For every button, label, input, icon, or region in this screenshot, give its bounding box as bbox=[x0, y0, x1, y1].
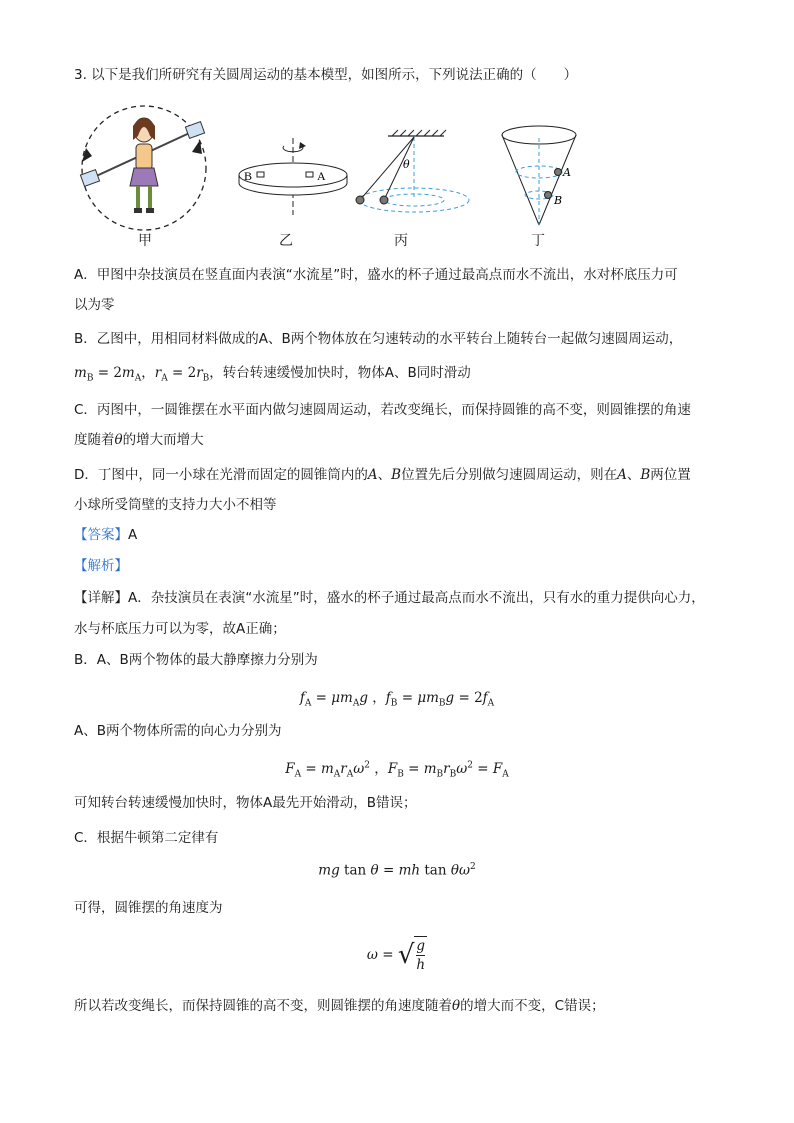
detail-line1: 【详解】A．杂技演员在表演“水流星”时，盛水的杯子通过最高点而水不流出，只有水的重力提供向心力， bbox=[74, 590, 705, 606]
figure-ding bbox=[502, 126, 576, 225]
theta-symbol: θ bbox=[114, 432, 123, 448]
figure-ding-label-b: B bbox=[554, 194, 563, 207]
detail-line7: 可得，圆锥摆的角速度为 bbox=[74, 900, 223, 916]
answer-value: A bbox=[128, 527, 138, 543]
formula-newton: mg tan θ = mh $\tan \theta\omega^2$ bbox=[318, 862, 476, 879]
option-c-line2: 度随着θ的增大而增大 bbox=[74, 432, 204, 448]
option-a-line2: 以为零 bbox=[74, 297, 115, 313]
question-stem: 3. 以下是我们所研究有关圆周运动的基本模型，如图所示，下列说法正确的（ ） bbox=[74, 67, 578, 83]
option-b-line2 bbox=[74, 364, 471, 388]
detail-line2: 水与杯底压力可以为零，故A正确； bbox=[74, 621, 286, 637]
option-d-line2: 小球所受筒壁的支持力大小不相等 bbox=[74, 497, 277, 513]
figure-bing bbox=[356, 130, 469, 212]
figures-illustration bbox=[74, 100, 634, 255]
figure-label-a: A bbox=[317, 169, 326, 183]
option-d-line1: D．丁图中，同一小球在光滑而固定的圆锥筒内的A、B位置先后分别做匀速圆周运动，则在A、B两位置 bbox=[74, 467, 691, 483]
figure-yi bbox=[239, 138, 347, 215]
option-a-line1: A．甲图中杂技演员在竖直面内表演“水流星”时，盛水的杯子通过最高点而水不流出，水对杯底压力可 bbox=[74, 267, 678, 283]
option-b-tail: ，转台转速缓慢加快时，物体A、B同时滑动 bbox=[209, 365, 471, 381]
detail-line6: C．根据牛顿第二定律有 bbox=[74, 830, 219, 846]
formula-omega: ω = √ $\frac{g}{h}$ bbox=[366, 938, 426, 973]
option-b-line1: B．乙图中，用相同材料做成的A、B两个物体放在匀速转动的水平转台上随转台一起做匀速圆周运动， bbox=[74, 331, 683, 347]
figure-ding-label-a: A bbox=[563, 166, 571, 179]
figure-theta: θ bbox=[403, 158, 410, 171]
option-c-line1: C．丙图中，一圆锥摆在水平面内做匀速圆周运动，若改变绳长，而保持圆锥的高不变，则圆锥摆的角速 bbox=[74, 402, 691, 418]
figure-jia bbox=[80, 106, 206, 230]
detail-line5: 可知转台转速缓慢加快时，物体A最先开始滑动，B错误； bbox=[74, 795, 417, 811]
figure-label-b: B bbox=[244, 169, 253, 183]
detail-line3: B．A、B两个物体的最大静摩擦力分别为 bbox=[74, 652, 318, 668]
formula-max-friction: $f_A = \mu m_Ag$ ，$f_B = \mu m_Bg = 2f_A$ bbox=[299, 690, 495, 709]
answer-line bbox=[74, 526, 137, 544]
detail-line4: A、B两个物体所需的向心力分别为 bbox=[74, 723, 282, 739]
figure-row bbox=[74, 100, 634, 255]
formula-mass-ratio: $m_B = 2m_A$，$r_A = 2r_B$ bbox=[74, 365, 210, 384]
caption-bing: 丙 bbox=[394, 233, 408, 249]
formula-centripetal: $F_A = m_Ar_A\omega^2$ ，$F_B = m_Br_B\omega^2 = F_A$ bbox=[285, 760, 509, 780]
analysis-label: 【解析】 bbox=[74, 558, 128, 574]
caption-ding: 丁 bbox=[531, 233, 545, 249]
caption-jia: 甲 bbox=[138, 233, 152, 249]
detail-line8: 所以若改变绳长，而保持圆锥的高不变，则圆锥摆的角速度随着θ的增大而不变，C错误； bbox=[74, 998, 605, 1014]
answer-label: 【答案】 bbox=[74, 527, 128, 543]
caption-yi: 乙 bbox=[279, 233, 293, 249]
